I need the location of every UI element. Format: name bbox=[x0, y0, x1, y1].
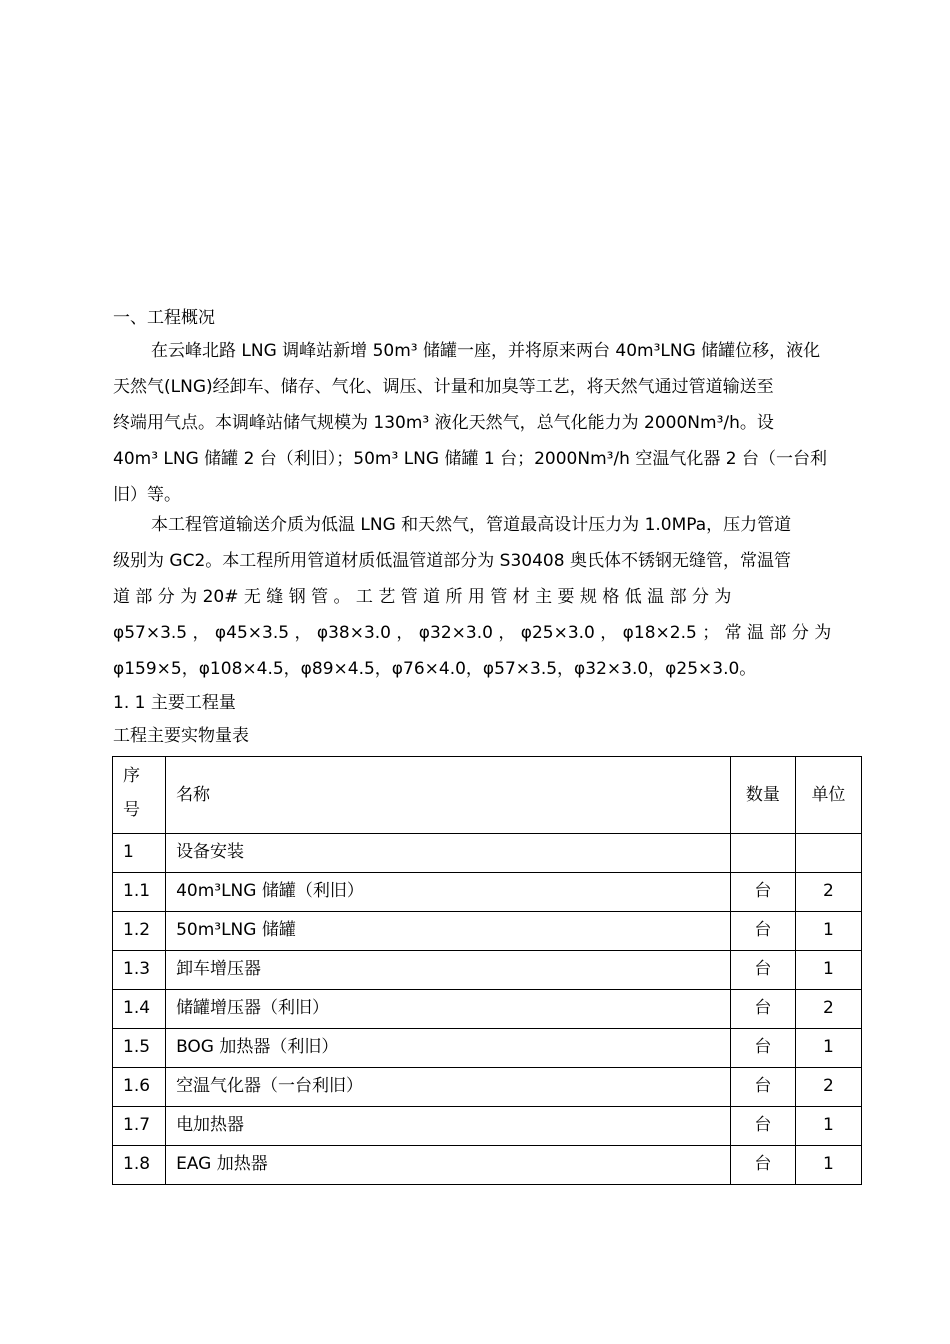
cell-seq: 1.4 bbox=[113, 990, 166, 1029]
paragraph-line: 在云峰北路 LNG 调峰站新增 50m³ 储罐一座，并将原来两台 40m³LNG 储罐位移，液化 bbox=[151, 341, 821, 361]
cell-qty: 1 bbox=[795, 1029, 861, 1068]
cell-name: 40m³LNG 储罐（利旧） bbox=[166, 873, 731, 912]
cell-unit: 台 bbox=[730, 1107, 795, 1146]
table-header-row bbox=[113, 757, 862, 834]
cell-unit: 台 bbox=[730, 1146, 795, 1185]
cell-unit: 台 bbox=[730, 1068, 795, 1107]
cell-qty: 1 bbox=[795, 1146, 861, 1185]
table-row bbox=[113, 1146, 862, 1185]
paragraph-line: 旧）等。 bbox=[113, 485, 181, 505]
header-qty: 数量 bbox=[730, 757, 795, 834]
table-row bbox=[113, 834, 862, 873]
cell-name: 空温气化器（一台利旧） bbox=[166, 1068, 731, 1107]
cell-qty: 1 bbox=[795, 951, 861, 990]
header-seq bbox=[113, 757, 166, 834]
cell-qty: 2 bbox=[795, 990, 861, 1029]
cell-name: 卸车增压器 bbox=[166, 951, 731, 990]
cell-unit: 台 bbox=[730, 990, 795, 1029]
cell-unit: 台 bbox=[730, 912, 795, 951]
cell-qty: 2 bbox=[795, 1068, 861, 1107]
overview-paragraph-1 bbox=[113, 333, 861, 513]
cell-name: BOG 加热器（利旧） bbox=[166, 1029, 731, 1068]
cell-qty: 2 bbox=[795, 873, 861, 912]
cell-seq: 1.1 bbox=[113, 873, 166, 912]
cell-seq: 1.6 bbox=[113, 1068, 166, 1107]
table-row bbox=[113, 912, 862, 951]
table-row bbox=[113, 990, 862, 1029]
cell-qty bbox=[795, 834, 861, 873]
table-row bbox=[113, 1107, 862, 1146]
quantity-table bbox=[112, 756, 862, 1185]
table-row bbox=[113, 873, 862, 912]
table-row bbox=[113, 951, 862, 990]
cell-seq: 1.7 bbox=[113, 1107, 166, 1146]
header-seq-line2: 号 bbox=[123, 800, 140, 820]
table-row bbox=[113, 1068, 862, 1107]
header-name: 名称 bbox=[166, 757, 731, 834]
paragraph-line: 终端用气点。本调峰站储气规模为 130m³ 液化天然气，总气化能力为 2000Nm³/h。设 bbox=[113, 413, 774, 433]
table-row bbox=[113, 1029, 862, 1068]
paragraph-line: 级别为 GC2。本工程所用管道材质低温管道部分为 S30408 奥氏体不锈钢无缝管，常温管 bbox=[113, 551, 791, 571]
table-title: 工程主要实物量表 bbox=[113, 726, 249, 746]
cell-seq: 1.2 bbox=[113, 912, 166, 951]
paragraph-line: 天然气(LNG)经卸车、储存、气化、调压、计量和加臭等工艺，将天然气通过管道输送至 bbox=[113, 377, 774, 397]
cell-seq: 1 bbox=[113, 834, 166, 873]
cell-name: 50m³LNG 储罐 bbox=[166, 912, 731, 951]
overview-paragraph-2 bbox=[113, 507, 861, 687]
cell-name: EAG 加热器 bbox=[166, 1146, 731, 1185]
section-heading-overview: 一、工程概况 bbox=[113, 308, 215, 328]
header-seq-line1: 序 bbox=[123, 766, 140, 786]
cell-unit bbox=[730, 834, 795, 873]
paragraph-line: 道 部 分 为 20# 无 缝 钢 管 。 工 艺 管 道 所 用 管 材 主 要 规 格 低 温 部 分 为 bbox=[113, 587, 732, 607]
cell-unit: 台 bbox=[730, 951, 795, 990]
paragraph-line: 40m³ LNG 储罐 2 台（利旧）；50m³ LNG 储罐 1 台；2000Nm³/h 空温气化器 2 台（一台利 bbox=[113, 449, 827, 469]
cell-qty: 1 bbox=[795, 1107, 861, 1146]
cell-name: 设备安装 bbox=[166, 834, 731, 873]
paragraph-line: φ159×5，φ108×4.5，φ89×4.5，φ76×4.0，φ57×3.5，φ32×3.0，φ25×3.0。 bbox=[113, 659, 757, 679]
section-heading-main-quantities: 1. 1 主要工程量 bbox=[113, 693, 236, 713]
paragraph-line: 本工程管道输送介质为低温 LNG 和天然气，管道最高设计压力为 1.0MPa，压力管道 bbox=[151, 515, 792, 535]
cell-seq: 1.3 bbox=[113, 951, 166, 990]
header-unit: 单位 bbox=[795, 757, 861, 834]
paragraph-line: φ57×3.5 ， φ45×3.5 ， φ38×3.0 ， φ32×3.0 ， φ25×3.0 ， φ18×2.5 ； 常 温 部 分 为 bbox=[113, 623, 832, 643]
cell-name: 储罐增压器（利旧） bbox=[166, 990, 731, 1029]
cell-name: 电加热器 bbox=[166, 1107, 731, 1146]
cell-seq: 1.8 bbox=[113, 1146, 166, 1185]
cell-unit: 台 bbox=[730, 873, 795, 912]
cell-seq: 1.5 bbox=[113, 1029, 166, 1068]
cell-unit: 台 bbox=[730, 1029, 795, 1068]
cell-qty: 1 bbox=[795, 912, 861, 951]
